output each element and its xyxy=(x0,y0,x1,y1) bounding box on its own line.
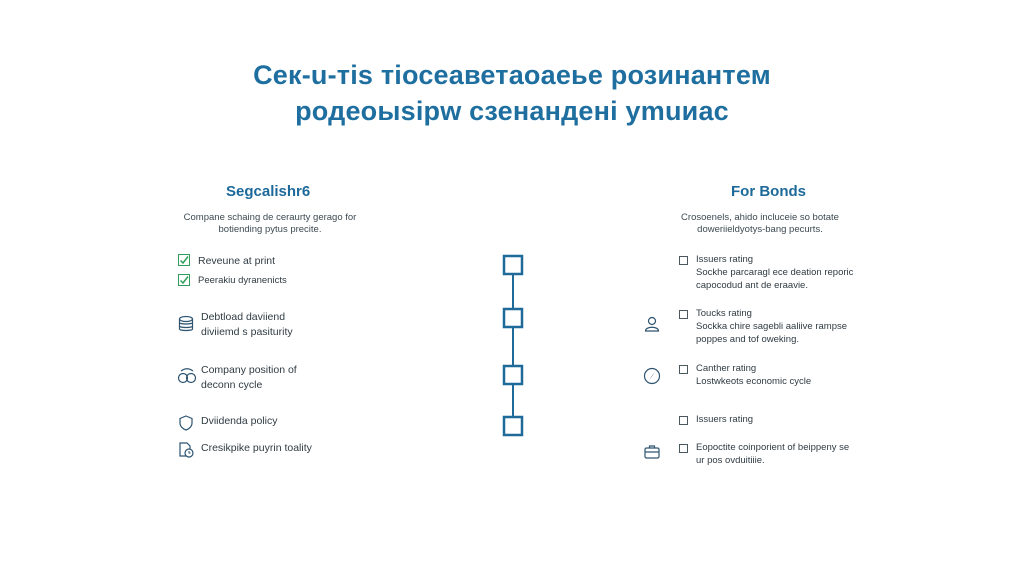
right-item-title: Eopoctite coinporient of beippeny se xyxy=(696,442,850,453)
right-item-title: Issuers rating xyxy=(696,414,754,425)
right-item-line-2: Lostwkeots economic cycle xyxy=(696,376,812,387)
checkbox-checked-icon xyxy=(178,254,190,266)
left-column-heading: Segcalishr6 xyxy=(226,183,311,200)
page-title-line-2: родеоыsipw сзенандені ymuиас xyxy=(295,96,729,126)
checkbox-empty-icon xyxy=(679,444,688,453)
person-icon xyxy=(643,315,661,333)
checkbox-empty-icon xyxy=(679,365,688,374)
left-check-item xyxy=(178,274,287,287)
checkbox-empty-icon xyxy=(679,310,688,319)
left-item xyxy=(201,310,293,340)
compass-icon xyxy=(643,367,661,385)
left-item-line-1: Debtload daviiend xyxy=(201,311,286,323)
right-subtitle-line-1: Crosoenels, ahido incluceie so botate xyxy=(681,212,839,223)
checkbox-empty-icon xyxy=(679,416,688,425)
left-item xyxy=(201,363,297,393)
left-item-line-1: Dviidenda policy xyxy=(201,415,278,427)
coin-stack-icon xyxy=(177,315,195,333)
connector-node xyxy=(504,366,522,384)
right-item xyxy=(679,362,811,388)
left-column-subtitle xyxy=(160,212,380,236)
left-item-line-1: Company position of xyxy=(201,364,297,376)
briefcase-icon xyxy=(643,443,661,461)
left-item xyxy=(201,414,277,429)
right-item xyxy=(679,253,853,292)
left-item xyxy=(201,441,312,456)
left-item-line-2: deconn cycle xyxy=(201,379,263,391)
right-item-line-2: ur pos ovduitiiie. xyxy=(696,455,765,466)
page-title-line-1: Сек-u-тis тiосеаветаоаеье розинантем xyxy=(253,60,771,90)
left-check-label: Peerakiu dyranenicts xyxy=(198,275,287,286)
right-subtitle-line-2: doweriieldyotys-bang pecurts. xyxy=(697,224,823,235)
checkbox-checked-icon xyxy=(178,274,190,286)
checkbox-empty-icon xyxy=(679,256,688,265)
left-subtitle-line-1: Compane schaing de ceraurty gerago for xyxy=(183,212,357,223)
right-column-heading: For Bonds xyxy=(731,183,806,200)
left-item-line-1: Cresikpike puyrin toality xyxy=(201,442,312,454)
connector-node xyxy=(504,256,522,274)
right-item xyxy=(679,307,847,346)
right-item-line-3: capocodud ant de eraavie. xyxy=(696,280,808,291)
connector-node xyxy=(504,417,522,435)
left-check-item xyxy=(178,254,275,269)
right-column-subtitle xyxy=(660,212,860,236)
right-item xyxy=(679,413,753,426)
connector-node xyxy=(504,309,522,327)
center-connector xyxy=(495,250,531,445)
right-item-title: Toucks rating xyxy=(696,308,752,319)
right-item-title: Issuers rating xyxy=(696,254,754,265)
left-item-line-2: diviiemd s pasiturity xyxy=(201,326,293,338)
document-clock-icon xyxy=(177,441,195,459)
right-item-line-2: Sockhe parcaragl ece deation reporic xyxy=(696,267,854,278)
right-item xyxy=(679,441,849,467)
right-item-title: Canther rating xyxy=(696,363,757,374)
coins-icon xyxy=(177,367,197,385)
right-item-line-2: Sockka chire sagebli aaliive rampse xyxy=(696,321,848,332)
right-item-line-3: poppes and tof oweking. xyxy=(696,334,799,345)
shield-icon xyxy=(177,414,195,432)
left-check-label: Reveune at print xyxy=(198,255,276,267)
left-subtitle-line-2: botiending pytus precite. xyxy=(218,224,322,235)
